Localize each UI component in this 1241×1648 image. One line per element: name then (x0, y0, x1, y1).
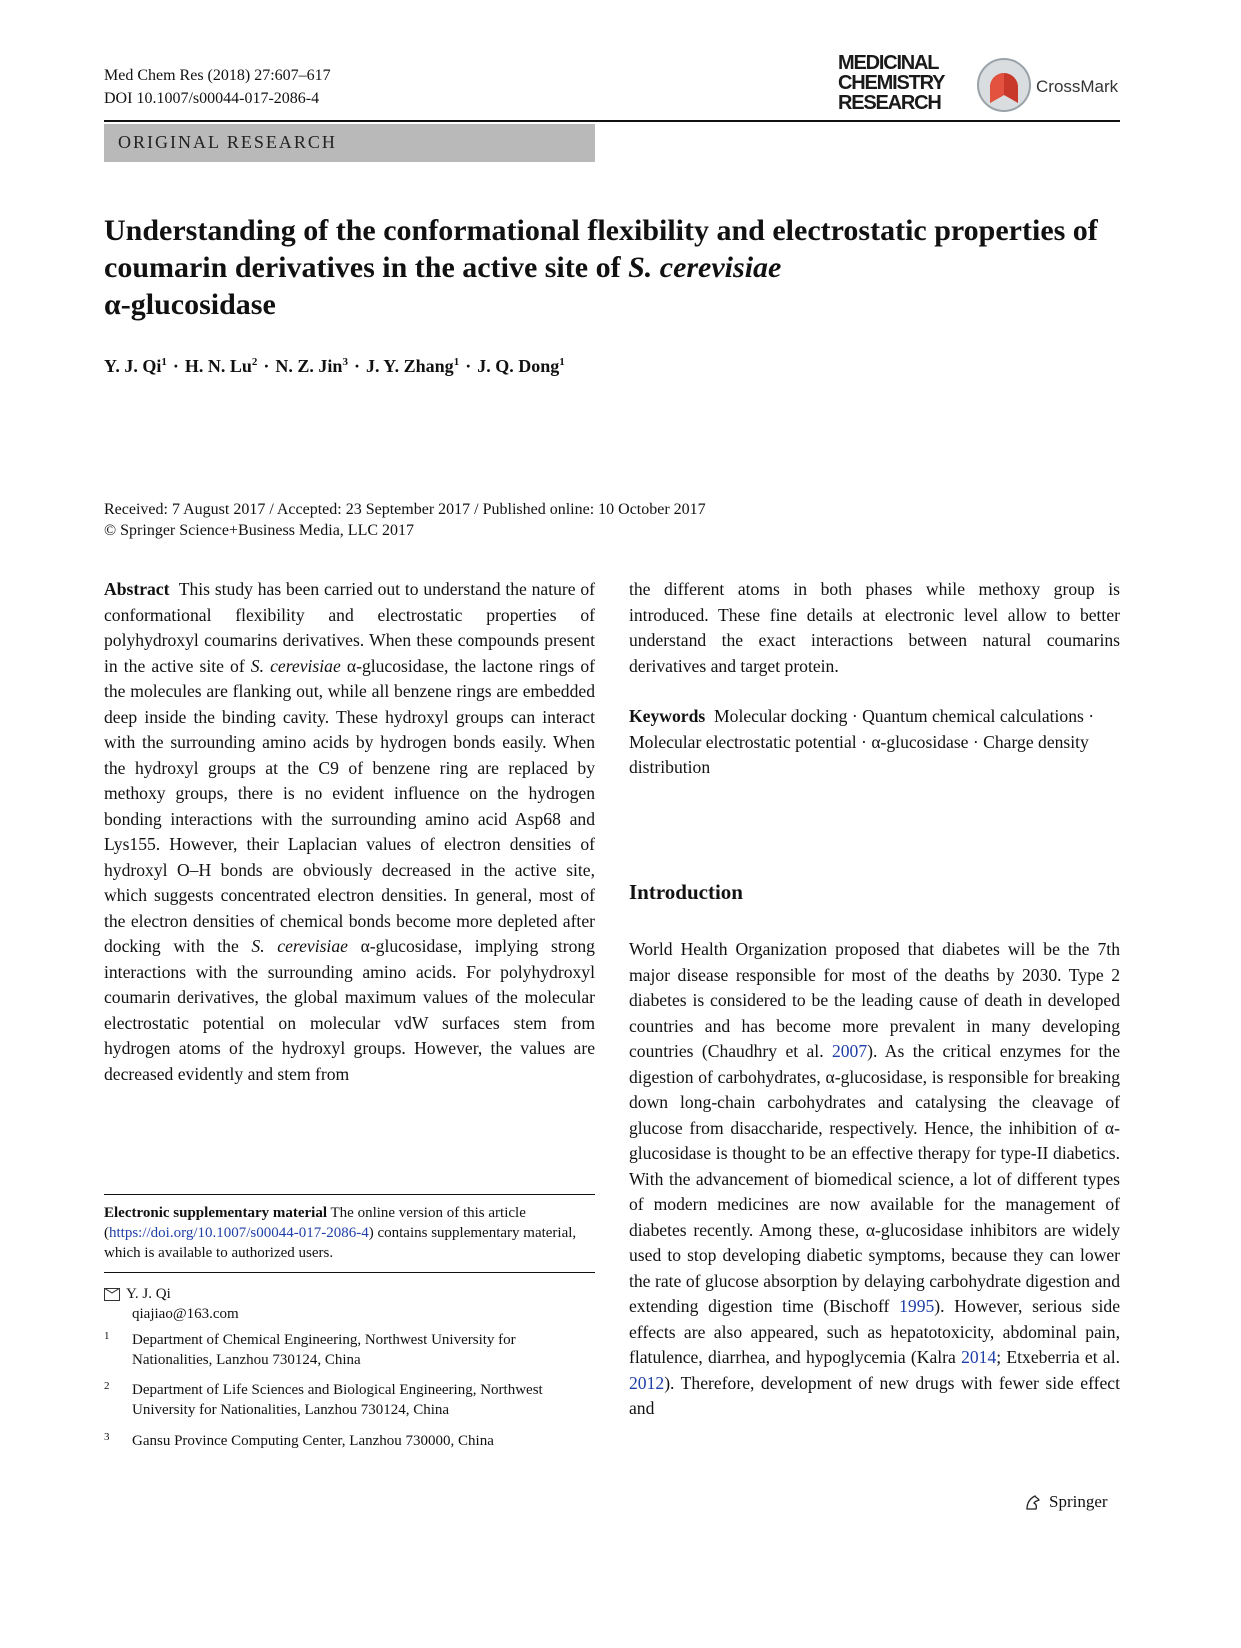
author[interactable]: Y. J. Qi$^1$ (104, 356, 167, 376)
citation-link[interactable]: 2012 (629, 1372, 665, 1393)
history-dates: Received: 7 August 2017 / Accepted: 23 September 2017 / Published online: 10 October 2017 (104, 501, 706, 518)
abstract-continued (629, 577, 1120, 781)
keyword[interactable]: Molecular docking (714, 706, 848, 726)
header-rule (104, 120, 1120, 122)
affiliation: 2 Department of Life Sciences and Biological Engineering, Northwest University for Nationalities, Lanzhou 730124, China (104, 1380, 543, 1418)
journal-citation: Med Chem Res (2018) 27:607–617 (104, 67, 331, 84)
footnote-rule (104, 1272, 595, 1273)
citation-link[interactable]: 2014 (961, 1347, 997, 1367)
article-title: Understanding of the conformational flexibility and electrostatic properties of coumarin derivatives in the active site of S. cerevisiae α-glucosidase (104, 214, 1098, 321)
keyword[interactable]: Molecular electrostatic potential (629, 731, 857, 752)
keywords: Keywords Molecular docking · Quantum chemical calculations · Molecular electrostatic potential · α-glucosidase · Charge density distribution (629, 706, 1095, 777)
supplementary-link[interactable]: https://doi.org/10.1007/s00044-017-2086-4 (109, 1225, 369, 1241)
crossmark-label[interactable]: CrossMark (1036, 77, 1119, 96)
journal-reference (104, 64, 331, 110)
supplementary-note: Electronic supplementary material The online version of this article (https://doi.org/10.1007/s00044-017-2086-4) contains supplementary material, which is available to authorized users. (104, 1205, 577, 1261)
abstract-text-continued: the different atoms in both phases while methoxy group is introduced. These fine details at electronic level allow to better understand the exact interactions between natural coumarins derivatives and target protein. (629, 579, 1120, 676)
doi: DOI 10.1007/s00044-017-2086-4 (104, 90, 320, 107)
introduction-heading: Introduction (629, 880, 743, 904)
journal-brand (838, 53, 1120, 119)
affiliation: 3 Gansu Province Computing Center, Lanzhou 730000, China (104, 1431, 494, 1449)
journal-logo: MEDICINAL CHEMISTRY RESEARCH (838, 52, 945, 114)
copyright: © Springer Science+Business Media, LLC 2017 (104, 522, 415, 539)
author[interactable]: J. Q. Dong$^1$ (477, 356, 565, 376)
introduction-body: World Health Organization proposed that diabetes will be the 7th major disease responsible for most of the deaths by 2030. Type 2 diabetes is considered to be the leading cause of death in developed countries and has become more prevalent in many developing countries (Chaudhry et al. 2007). As the critical enzymes for the digestion of carbohydrates, α-glucosidase, is responsible for breaking down long-chain carbohydrates and catalysing the cleavage of glucose from disaccharide, respectively. Hence, the inhibition of α-glucosidase is thought to be an effective therapy for type-II diabetics. With the advancement of biomedical science, a lot of different types of modern medicines are now available for the management of diabetes recently. Among these, α-glucosidase inhibitors are widely used to stop developing diabetic symptoms, because they can lower the rate of glucose absorption by delaying carbohydrate digestion and extending digestion time (Bischoff 1995). However, serious side effects are also appeared, such as hepatotoxicity, abdominal pain, flatulence, diarrhea, and hypoglycemia (Kalra 2014; Etxeberria et al. 2012). Therefore, development of new drugs with fewer side effect and (629, 939, 1121, 1418)
publisher-name: Springer (1049, 1492, 1108, 1511)
author[interactable]: N. Z. Jin$^3$ (275, 356, 348, 376)
corresponding-author (104, 1284, 239, 1324)
author-list: Y. J. $Qi^1 \cdot H$. N. $Lu^2 \cdot N$. Z. Jin$^3$ · J. Y. Zhang$^1$ · J. Q. Dong$^1$ (104, 356, 565, 376)
keywords-heading: Keywords (629, 706, 706, 726)
keyword[interactable]: Charge density distribution (629, 731, 1089, 777)
corresponding-email[interactable]: qiajiao@163.com (132, 1306, 239, 1322)
section-label: ORIGINAL RESEARCH (104, 124, 595, 162)
keyword[interactable]: Quantum chemical calculations (862, 706, 1084, 726)
author[interactable]: H. N. Lu$^2$ (184, 356, 258, 376)
footnote-rule (104, 1194, 595, 1195)
abstract: Abstract This study has been carried out to understand the nature of conformational flexibility and electrostatic properties of polyhydroxyl coumarins derivatives. When these compounds present in the active site of S. cerevisiae α-glucosidase, the lactone rings of the molecules are flanking out, while all benzene rings are embedded deep inside the binding cavity. These hydroxyl groups can interact with the surrounding amino acids by hydrogen bonds easily. When the hydroxyl groups at the C9 of benzene ring are replaced by methoxy groups, there is no evident influence on the hydrogen bonding interactions with the surrounding amino acid Asp68 and Lys155. However, their Laplacian values of electron densities of hydroxyl O–H bonds are obviously decreased in the active site, which suggests concentrated electron densities. In general, most of the electron densities of chemical bonds become more depleted after docking with the S. cerevisiae α-glucosidase, implying strong interactions with the surrounding amino acids. For polyhydroxyl coumarin derivatives, the global maximum values of the molecular electrostatic potential on molecular vdW surfaces stem from hydrogen atoms of the hydroxyl groups. However, the values are decreased evidently and stem from (104, 579, 595, 1084)
corresponding-author-name: Y. J. Qi (126, 1286, 171, 1302)
publisher-logo (1023, 1492, 1108, 1512)
affiliation: 1 Department of Chemical Engineering, Northwest University for Nationalities, Lanzhou 730124, China (104, 1330, 516, 1368)
springer-horse-icon (1023, 1492, 1043, 1512)
citation-link[interactable]: 1995 (899, 1296, 935, 1316)
publication-dates (104, 499, 706, 541)
abstract-heading: Abstract (104, 579, 170, 599)
envelope-icon (104, 1288, 120, 1301)
crossmark-icon[interactable] (976, 57, 1032, 113)
citation-link[interactable]: 2007 (831, 1041, 868, 1061)
keyword[interactable]: α-glucosidase (871, 731, 969, 752)
author[interactable]: J. Y. Zhang$^1$ (365, 356, 460, 376)
